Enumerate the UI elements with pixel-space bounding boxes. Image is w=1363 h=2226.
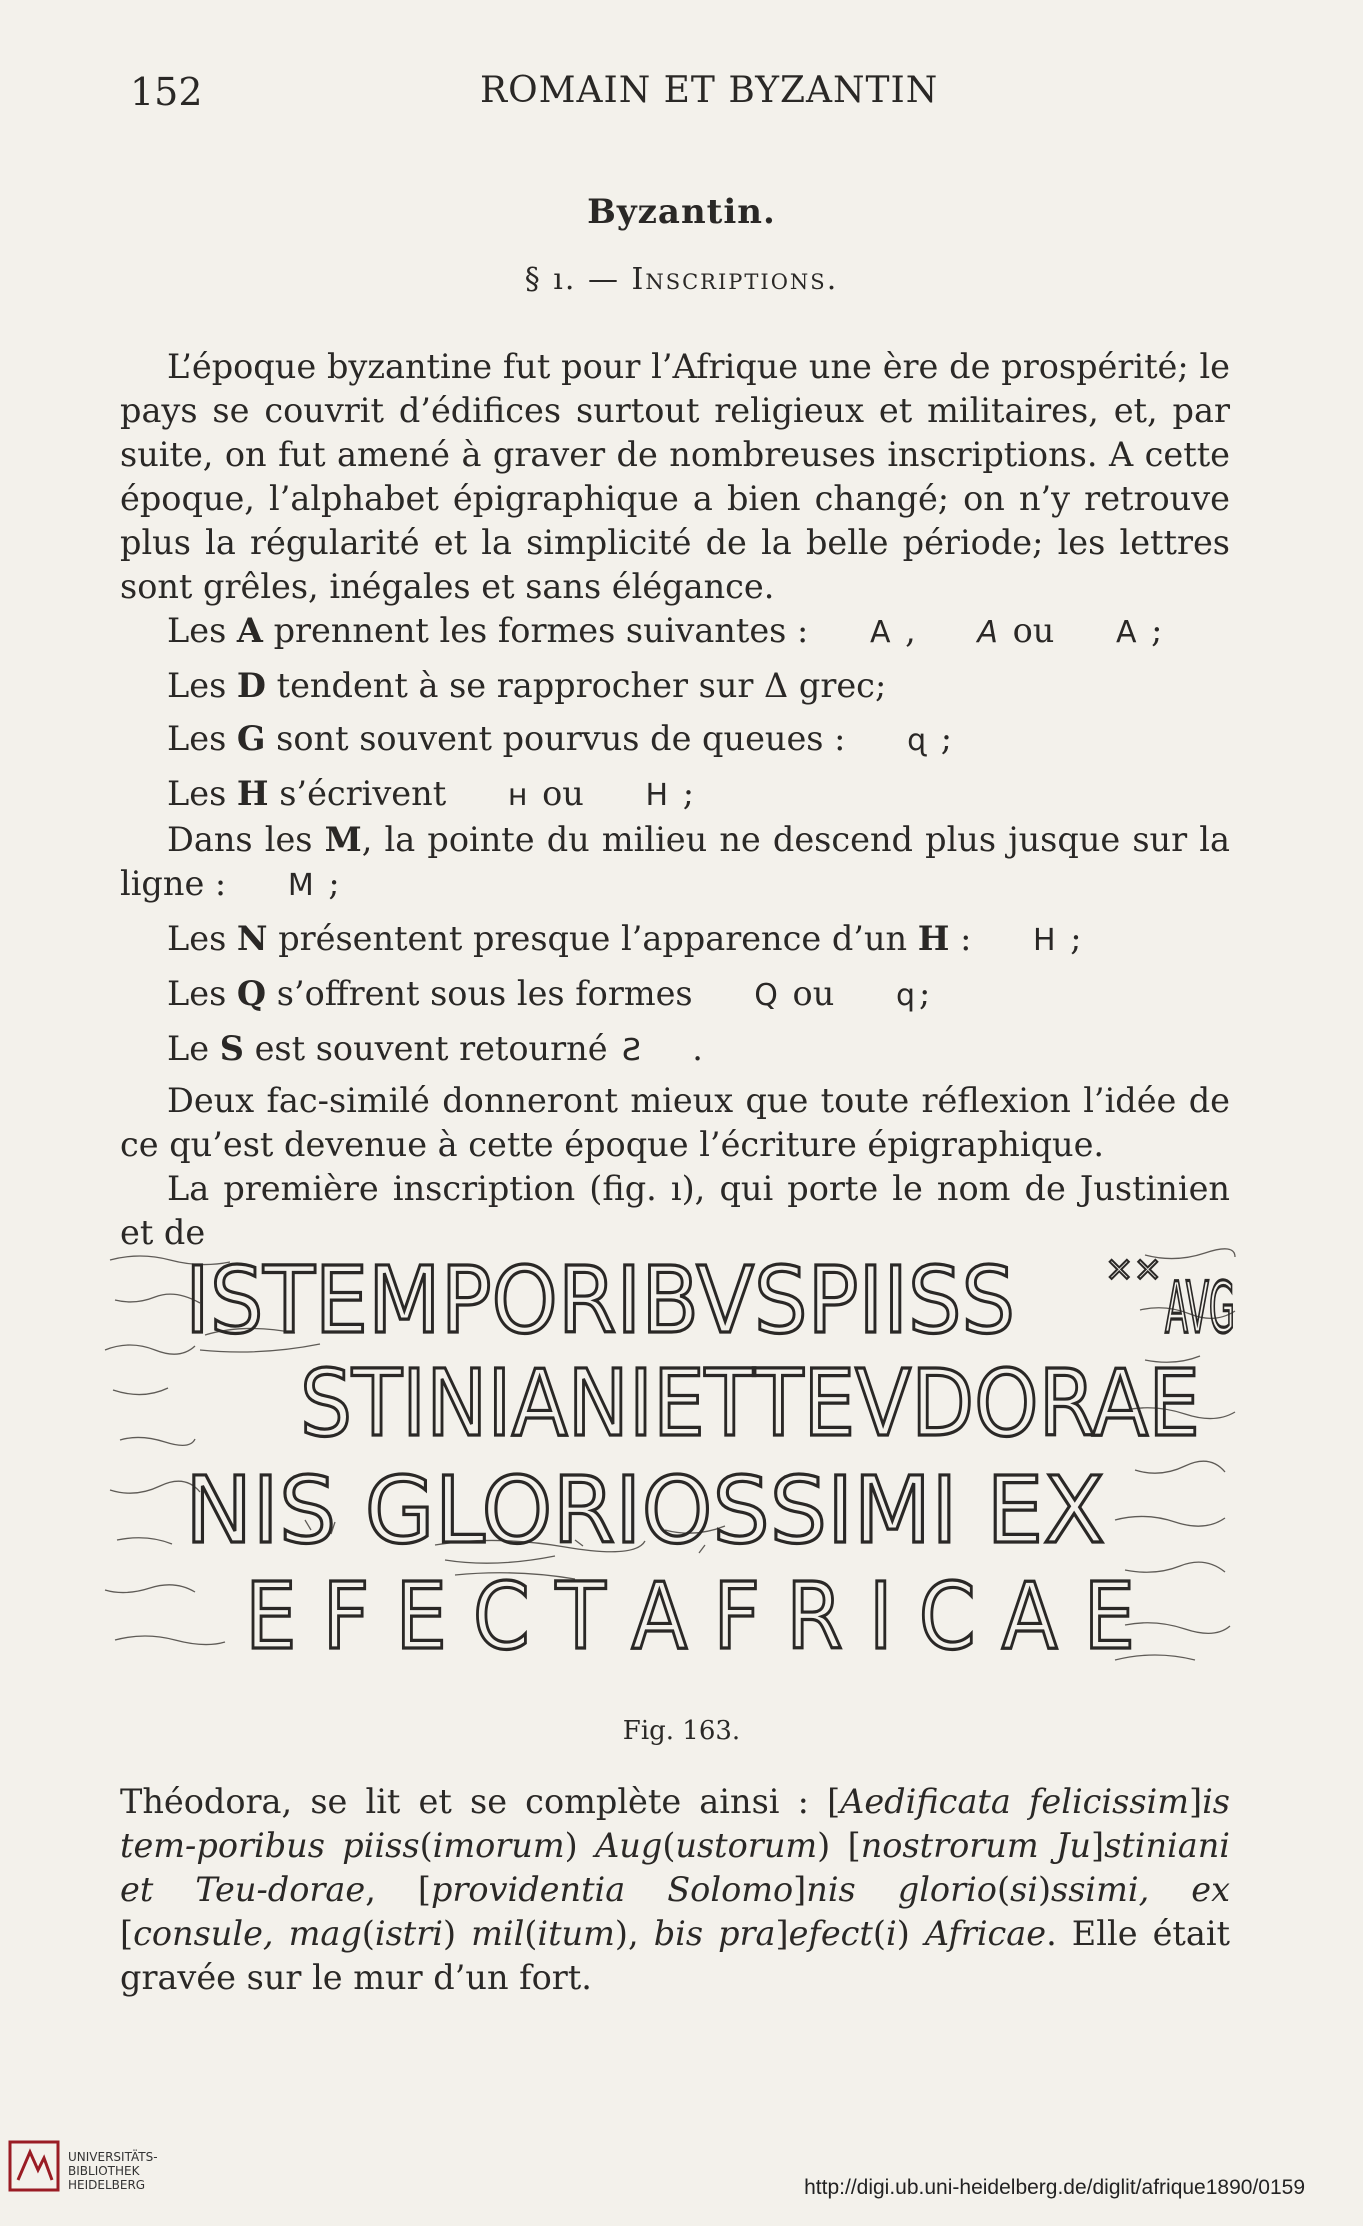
inscription-stars: ×× bbox=[1105, 1249, 1162, 1289]
inscription-line-2: STINIANIETTEVDORAE bbox=[300, 1350, 1200, 1457]
inscription-line-3: NIS GLORIOSSIMI EX bbox=[185, 1457, 1105, 1564]
paragraph-first-inscription: La première inscription (fig. ı), qui porte le nom de Justinien et de bbox=[120, 1169, 1230, 1252]
glyph-q2: q bbox=[895, 978, 915, 1013]
inscription-facsimile bbox=[105, 1240, 1240, 1670]
line-letter-s: Le S est souvent retourné S . bbox=[120, 1027, 1230, 1073]
glyph-s1: S bbox=[622, 1033, 642, 1068]
line-letter-h: Les H s’écrivent ʜ ou H ; bbox=[120, 772, 1230, 818]
inscription-line-4: E F E C T A F R I C A E bbox=[245, 1563, 1135, 1670]
running-head: ROMAIN ET BYZANTIN bbox=[480, 70, 939, 111]
inscription-line-1b: AVG bbox=[1165, 1267, 1235, 1349]
glyph-h2: H bbox=[645, 778, 669, 813]
page-number: 152 bbox=[130, 70, 203, 114]
glyph-m1: M bbox=[287, 868, 314, 903]
library-name-line-2: BIBLIOTHEK bbox=[68, 2164, 140, 2178]
paragraph-fac-simile: Deux fac-similé donneront mieux que toute réflexion l’idée de ce qu’est devenue à cette époque l’écriture épigraphique. bbox=[120, 1081, 1230, 1164]
line-letter-g: Les G sont souvent pourvus de queues : ɋ ; bbox=[120, 717, 1230, 763]
figure-caption: Fig. 163. bbox=[622, 1716, 741, 1746]
source-url-link[interactable]: http://digi.ub.uni-heidelberg.de/diglit/afrique1890/0159 bbox=[804, 2176, 1305, 2199]
section-title: Byzantin. bbox=[587, 192, 776, 232]
paragraph-transcription: Théodora, se lit et se complète ainsi : [Aedificata felicissim]is tem-poribus piiss(imorum) Aug(ustorum) [nostrorum Ju]stiniani et Teu-dorae, [providentia Solomo]nis glorio(si)ssimi, ex [consule, mag(istri) mil(itum), bis pra]efect(i) Africae. Elle était gravée sur le mur d’un fort. bbox=[120, 1782, 1231, 1997]
section-number: § ı. — bbox=[524, 262, 632, 297]
line-letter-a: Les A prennent les formes suivantes : A , A ou A ; bbox=[120, 609, 1230, 655]
glyph-a2: A bbox=[977, 615, 998, 650]
line-letter-n: Les N présentent presque l’apparence d’un H : H ; bbox=[120, 917, 1230, 963]
paragraph-intro: L’époque byzantine fut pour l’Afrique une ère de prospérité; le pays se couvrit d’édifices surtout religieux et militaires, et, par suite, on fut amené à graver de nombreuses inscriptions. A cette époque, l’alphabet épigraphique a bien changé; on n’y retrouve plus la régularité et la simplicité de la belle période; les lettres sont grêles, inégales et sans élégance. bbox=[120, 347, 1230, 606]
glyph-a1: A bbox=[869, 615, 891, 650]
line-letter-q: Les Q s’offrent sous les formes Q ou q ; bbox=[120, 972, 1230, 1018]
library-name-line-1: UNIVERSITÄTS- bbox=[68, 2150, 158, 2164]
glyph-n1: H bbox=[1033, 923, 1056, 958]
glyph-h1: ʜ bbox=[507, 778, 528, 813]
glyph-q1: Q bbox=[754, 978, 778, 1013]
inscription-line-1: ISTEMPORIBVSPIISS bbox=[185, 1247, 1015, 1354]
library-name-line-3: HEIDELBERG bbox=[68, 2178, 146, 2192]
subtitle-text: Inscriptions. bbox=[631, 262, 839, 297]
section-subtitle bbox=[0, 262, 1363, 297]
glyph-a3: A bbox=[1116, 615, 1137, 650]
body-text-top bbox=[120, 345, 1230, 1255]
inscription-letters bbox=[185, 1247, 1235, 1670]
library-name bbox=[68, 2150, 158, 2192]
library-logo-icon bbox=[8, 2140, 60, 2192]
line-letter-d: Les D tendent à se rapprocher sur Δ grec; bbox=[167, 666, 887, 705]
glyph-g1: ɋ bbox=[907, 723, 927, 758]
line-letter-m: Dans les M, la pointe du milieu ne descend plus jusque sur la ligne : M ; bbox=[120, 818, 1230, 908]
body-text-bottom bbox=[120, 1780, 1230, 2000]
